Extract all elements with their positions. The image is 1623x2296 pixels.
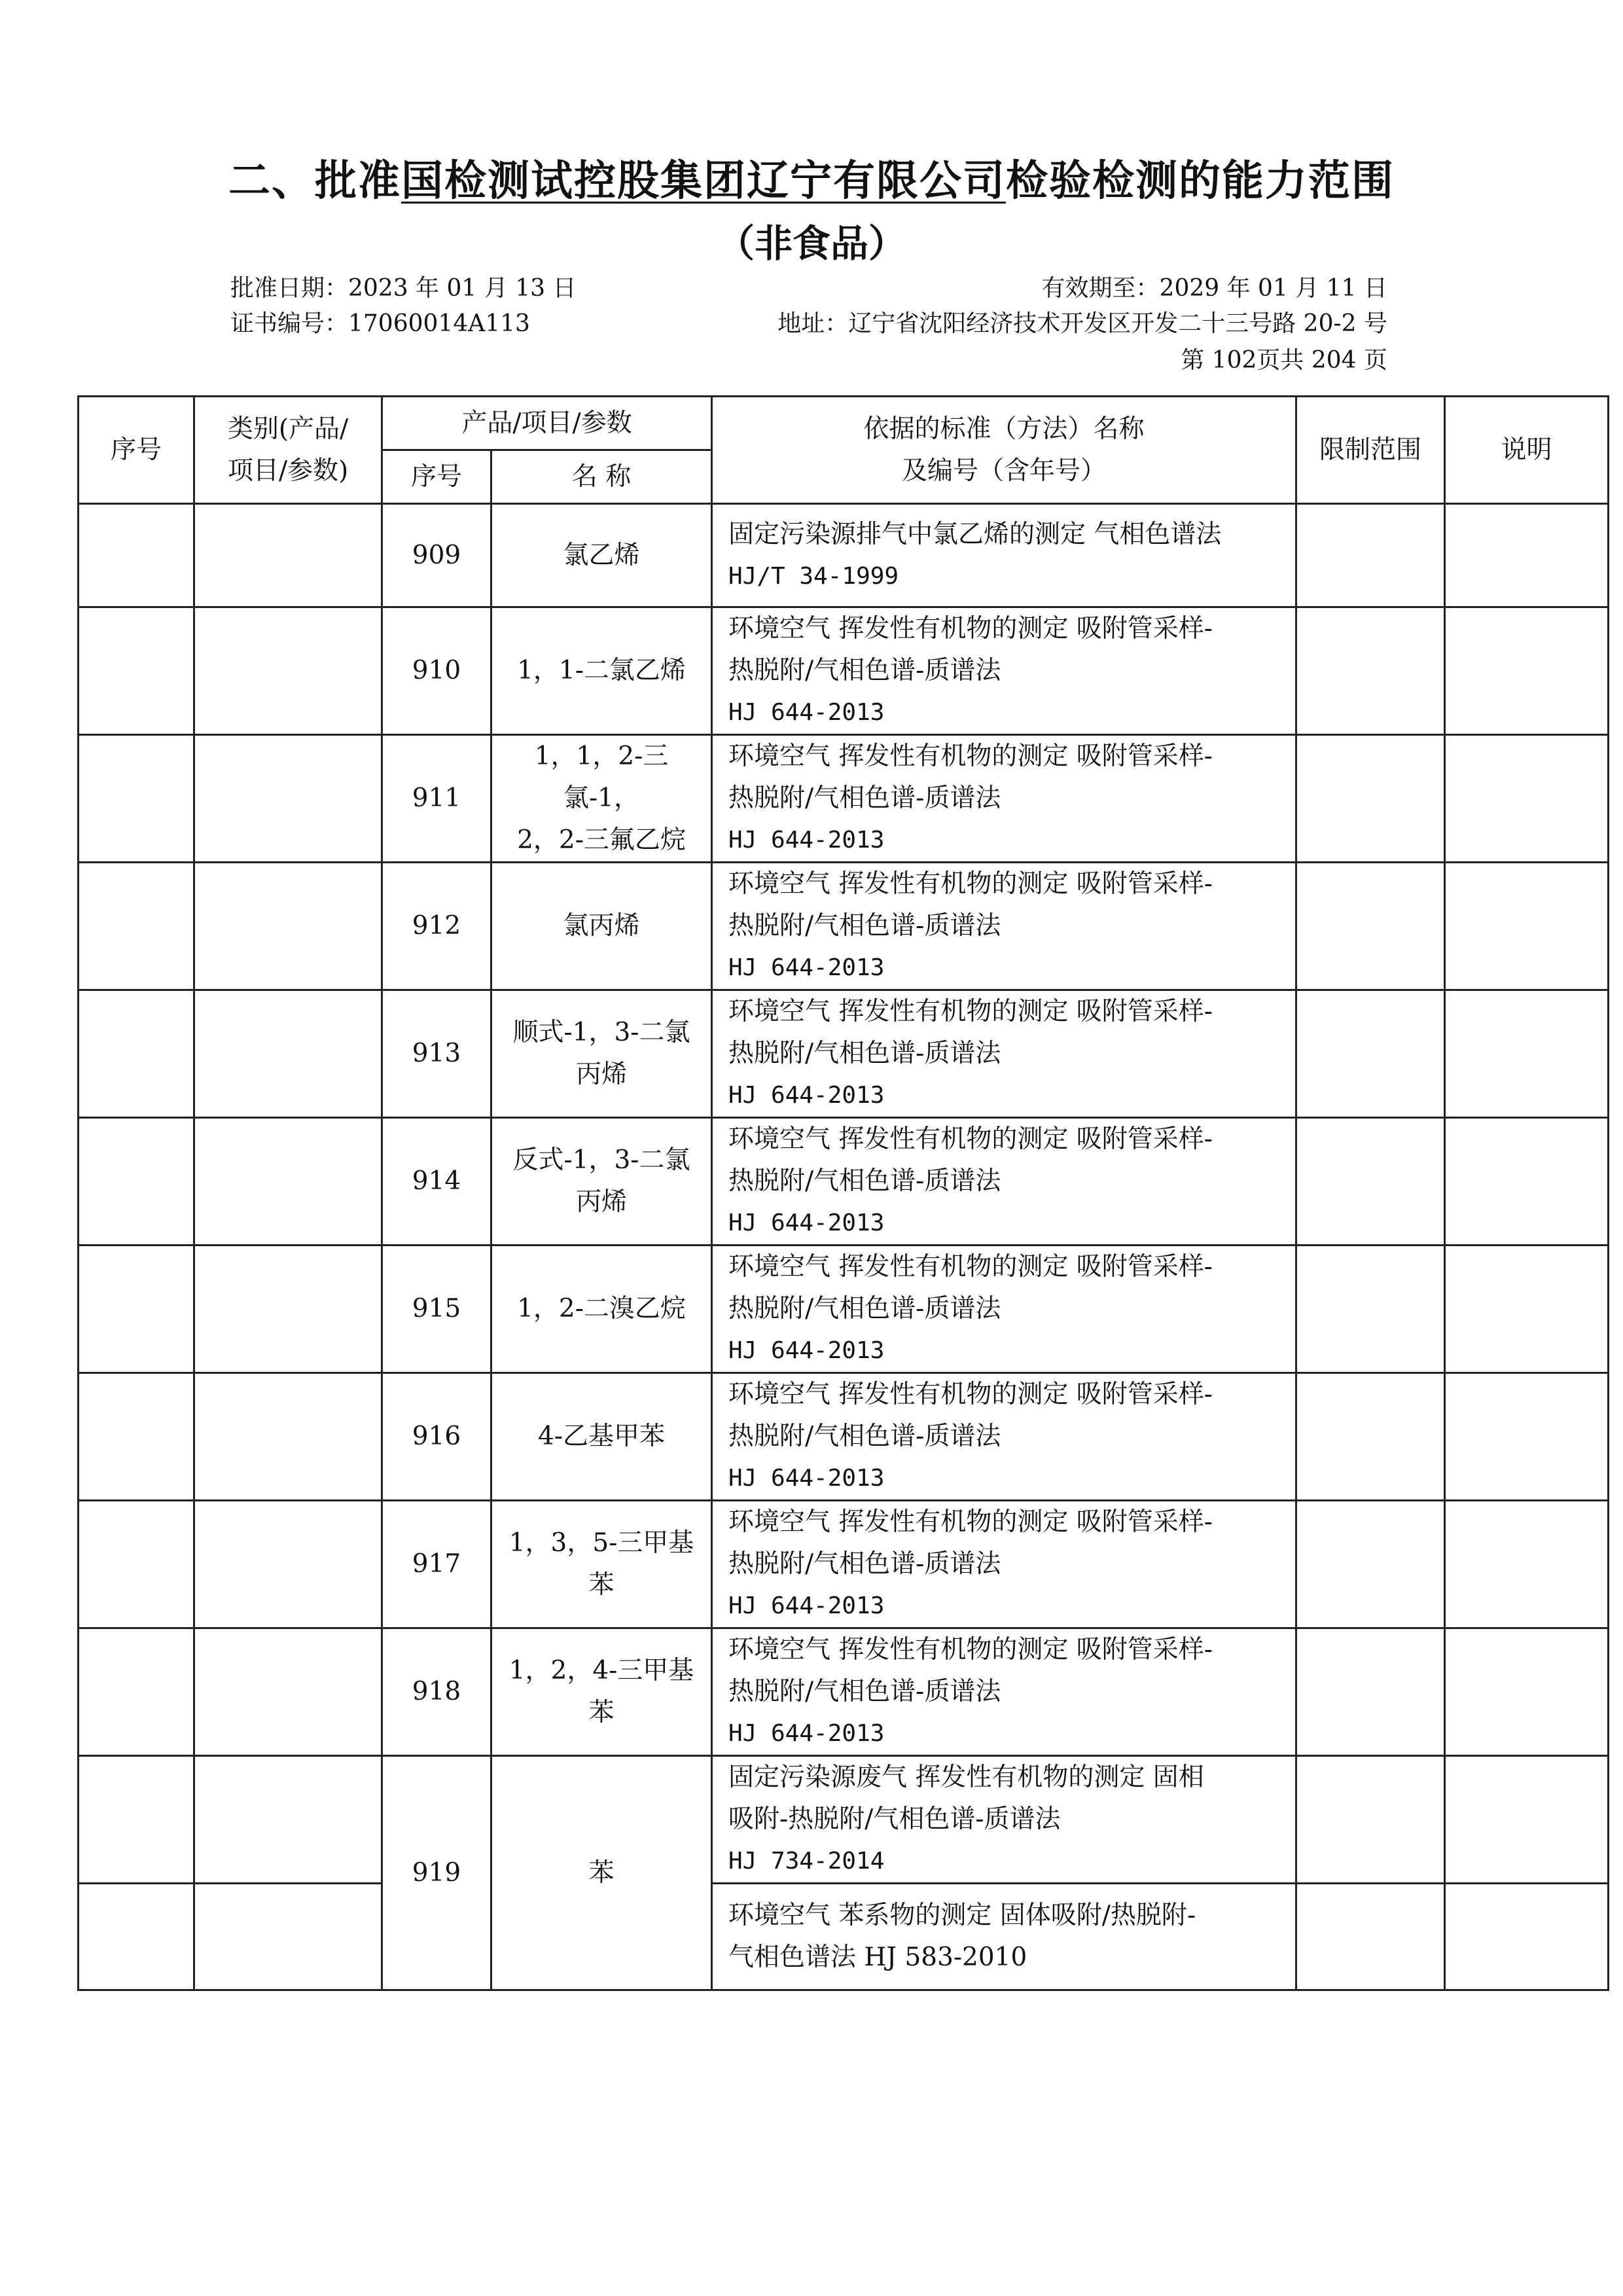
item-name: [491, 607, 712, 735]
category-cell: [194, 504, 382, 607]
standard-cell: [712, 1756, 1296, 1884]
note-cell: [1445, 504, 1609, 607]
item-number: 909: [382, 504, 491, 607]
item-number: 917: [382, 1501, 491, 1628]
standard-line: 环境空气 挥发性有机物的测定 吸附管采样-: [728, 997, 1213, 1026]
standard-line: HJ 644-2013: [728, 1210, 885, 1236]
standard-cell: [712, 607, 1296, 735]
limit-cell: [1296, 504, 1445, 607]
header-standard-line1: 依据的标准（方法）名称: [863, 414, 1145, 444]
item-name-line: 反式-1，3-二氯: [512, 1145, 690, 1175]
title-organization: 国检测试控股集团辽宁有限公司: [401, 157, 1006, 206]
item-name: 苯: [491, 1756, 712, 1990]
standard-cell: [712, 1628, 1296, 1756]
limit-cell: [1296, 990, 1445, 1118]
item-name: [491, 863, 712, 990]
item-number: 912: [382, 863, 491, 990]
limit-cell: [1296, 607, 1445, 735]
standard-cell: [712, 504, 1296, 607]
standard-line: 环境空气 挥发性有机物的测定 吸附管采样-: [728, 1252, 1213, 1282]
standard-line: HJ 644-2013: [728, 1592, 885, 1619]
standard-line: 热脱附/气相色谱-质谱法: [728, 1549, 1001, 1579]
category-cell: [194, 1246, 382, 1373]
table-row: [79, 1118, 1609, 1246]
item-name-line: 苯: [588, 1698, 615, 1727]
table-row: [79, 504, 1609, 607]
item-name: [491, 1246, 712, 1373]
category-cell: [194, 863, 382, 990]
standard-cell: [712, 990, 1296, 1118]
title-suffix: 检验检测的能力范围: [1006, 157, 1395, 206]
item-name-line: 4-乙基甲苯: [538, 1422, 665, 1451]
note-cell: [1445, 1756, 1609, 1884]
limit-cell: [1296, 1756, 1445, 1884]
item-name-line: 1，2，4-三甲基: [508, 1656, 694, 1685]
document-title: [0, 147, 1623, 207]
seq-cell: [79, 735, 194, 863]
item-name-line: 1，1-二氯乙烯: [517, 656, 686, 685]
seq-cell: [79, 1884, 194, 1990]
note-cell: [1445, 1118, 1609, 1246]
standard-cell: [712, 1373, 1296, 1501]
limit-cell: [1296, 1884, 1445, 1990]
standard-line: 热脱附/气相色谱-质谱法: [728, 783, 1001, 813]
item-name-line: 1，3，5-三甲基: [508, 1528, 694, 1558]
standard-cell: [712, 1884, 1296, 1990]
note-cell: [1445, 863, 1609, 990]
standard-line: 吸附-热脱附/气相色谱-质谱法: [728, 1804, 1061, 1834]
item-name: [491, 735, 712, 863]
standard-line: HJ 644-2013: [728, 1337, 885, 1364]
header-sub-seq: 序号: [382, 450, 491, 504]
standard-cell: [712, 863, 1296, 990]
note-cell: [1445, 607, 1609, 735]
table-row: [79, 1628, 1609, 1756]
item-name-line: 2，2-三氟乙烷: [517, 825, 686, 855]
category-cell: [194, 1756, 382, 1884]
address: 地址：辽宁省沈阳经济技术开发区开发二十三号路 20-2 号: [777, 310, 1387, 337]
table-row: [79, 1884, 1609, 1990]
standard-line: HJ 644-2013: [728, 1465, 885, 1492]
category-cell: [194, 607, 382, 735]
header-category: [194, 397, 382, 504]
limit-cell: [1296, 1501, 1445, 1628]
standard-line: 环境空气 挥发性有机物的测定 吸附管采样-: [728, 1124, 1213, 1154]
seq-cell: [79, 504, 194, 607]
item-number: 913: [382, 990, 491, 1118]
limit-cell: [1296, 735, 1445, 863]
table-row: [79, 863, 1609, 990]
approval-date: 批准日期：2023 年 01 月 13 日: [230, 275, 577, 302]
note-cell: [1445, 990, 1609, 1118]
note-cell: [1445, 1884, 1609, 1990]
header-note: 说明: [1445, 397, 1609, 504]
standard-cell: [712, 735, 1296, 863]
header-product-group: 产品/项目/参数: [382, 397, 712, 450]
header-sub-name: 名 称: [491, 450, 712, 504]
note-cell: [1445, 1373, 1609, 1501]
limit-cell: [1296, 863, 1445, 990]
standard-line: 热脱附/气相色谱-质谱法: [728, 1677, 1001, 1706]
standard-line: 环境空气 挥发性有机物的测定 吸附管采样-: [728, 742, 1213, 771]
header-category-line2: 项目/参数): [227, 456, 349, 486]
category-cell: [194, 1501, 382, 1628]
standard-line: 环境空气 挥发性有机物的测定 吸附管采样-: [728, 1635, 1213, 1664]
category-cell: [194, 1628, 382, 1756]
seq-cell: [79, 1246, 194, 1373]
seq-cell: [79, 1373, 194, 1501]
standard-line: 环境空气 挥发性有机物的测定 吸附管采样-: [728, 614, 1213, 643]
category-cell: [194, 990, 382, 1118]
table-row: [79, 1756, 1609, 1884]
standard-line: 环境空气 挥发性有机物的测定 吸附管采样-: [728, 1380, 1213, 1409]
category-cell: [194, 1118, 382, 1246]
standard-cell: [712, 1501, 1296, 1628]
header-limit: 限制范围: [1296, 397, 1445, 504]
item-name-line: 氯丙烯: [563, 911, 640, 941]
seq-cell: [79, 990, 194, 1118]
standard-line: HJ 644-2013: [728, 827, 885, 853]
header-seq: 序号: [79, 397, 194, 504]
title-prefix: 二、批准: [228, 157, 401, 206]
standard-line: 热脱附/气相色谱-质谱法: [728, 656, 1001, 685]
note-cell: [1445, 1628, 1609, 1756]
item-name: [491, 504, 712, 607]
standard-line: 热脱附/气相色谱-质谱法: [728, 1039, 1001, 1068]
item-number: 911: [382, 735, 491, 863]
item-name-line: 1，2-二溴乙烷: [517, 1294, 686, 1323]
item-name-line: 丙烯: [575, 1060, 627, 1089]
standard-line: 热脱附/气相色谱-质谱法: [728, 911, 1001, 941]
limit-cell: [1296, 1628, 1445, 1756]
header-standard: [712, 397, 1296, 504]
seq-cell: [79, 1118, 194, 1246]
standard-line: HJ/T 34-1999: [728, 562, 899, 590]
item-number: 919: [382, 1756, 491, 1990]
item-name-line: 1，1，2-三氯-1，: [534, 742, 669, 813]
item-number: 916: [382, 1373, 491, 1501]
seq-cell: [79, 1628, 194, 1756]
standard-line: 热脱附/气相色谱-质谱法: [728, 1294, 1001, 1323]
table-row: [79, 990, 1609, 1118]
item-name: [491, 1501, 712, 1628]
note-cell: [1445, 1501, 1609, 1628]
standard-line: 环境空气 苯系物的测定 固体吸附/热脱附-: [728, 1901, 1196, 1930]
table-row: [79, 1246, 1609, 1373]
standard-line: 气相色谱法 HJ 583-2010: [728, 1943, 1027, 1972]
standard-line: 热脱附/气相色谱-质谱法: [728, 1166, 1001, 1196]
standard-line: HJ 644-2013: [728, 954, 885, 981]
item-name-line: 顺式-1，3-二氯: [512, 1018, 690, 1047]
header-standard-line2: 及编号（含年号）: [901, 456, 1106, 486]
standard-line: HJ 644-2013: [728, 699, 885, 726]
standard-line: 环境空气 挥发性有机物的测定 吸附管采样-: [728, 869, 1213, 899]
table-row: [79, 735, 1609, 863]
item-name-line: 氯乙烯: [563, 540, 640, 570]
standard-line: HJ 644-2013: [728, 1082, 885, 1109]
standard-line: 环境空气 挥发性有机物的测定 吸附管采样-: [728, 1507, 1213, 1537]
limit-cell: [1296, 1246, 1445, 1373]
table-row: [79, 607, 1609, 735]
document-subtitle: （非食品）: [716, 221, 906, 266]
capability-table: [77, 395, 1609, 1991]
note-cell: [1445, 735, 1609, 863]
item-name: [491, 1373, 712, 1501]
item-number: 915: [382, 1246, 491, 1373]
standard-line: 热脱附/气相色谱-质谱法: [728, 1422, 1001, 1451]
item-number: 918: [382, 1628, 491, 1756]
table-row: [79, 1501, 1609, 1628]
page-number: 第 102页共 204 页: [1181, 347, 1387, 374]
valid-until: 有效期至：2029 年 01 月 11 日: [1041, 275, 1387, 302]
standard-cell: [712, 1118, 1296, 1246]
seq-cell: [79, 1501, 194, 1628]
limit-cell: [1296, 1373, 1445, 1501]
standard-line: 固定污染源排气中氯乙烯的测定 气相色谱法: [728, 519, 1222, 549]
note-cell: [1445, 1246, 1609, 1373]
standard-line: HJ 644-2013: [728, 1720, 885, 1747]
category-cell: [194, 735, 382, 863]
item-number: 914: [382, 1118, 491, 1246]
category-cell: [194, 1373, 382, 1501]
item-name-line: 丙烯: [575, 1187, 627, 1217]
seq-cell: [79, 863, 194, 990]
certificate-number: 证书编号：17060014A113: [230, 310, 530, 337]
standard-cell: [712, 1246, 1296, 1373]
limit-cell: [1296, 1118, 1445, 1246]
item-number: 910: [382, 607, 491, 735]
item-name: [491, 990, 712, 1118]
item-name: [491, 1628, 712, 1756]
standard-line: HJ 734-2014: [728, 1848, 885, 1874]
category-cell: [194, 1884, 382, 1990]
standard-line: 固定污染源废气 挥发性有机物的测定 固相: [728, 1763, 1204, 1792]
item-name: [491, 1118, 712, 1246]
header-category-line1: 类别(产品/: [227, 414, 349, 444]
seq-cell: [79, 607, 194, 735]
item-name-line: 苯: [588, 1570, 615, 1600]
seq-cell: [79, 1756, 194, 1884]
table-row: [79, 1373, 1609, 1501]
